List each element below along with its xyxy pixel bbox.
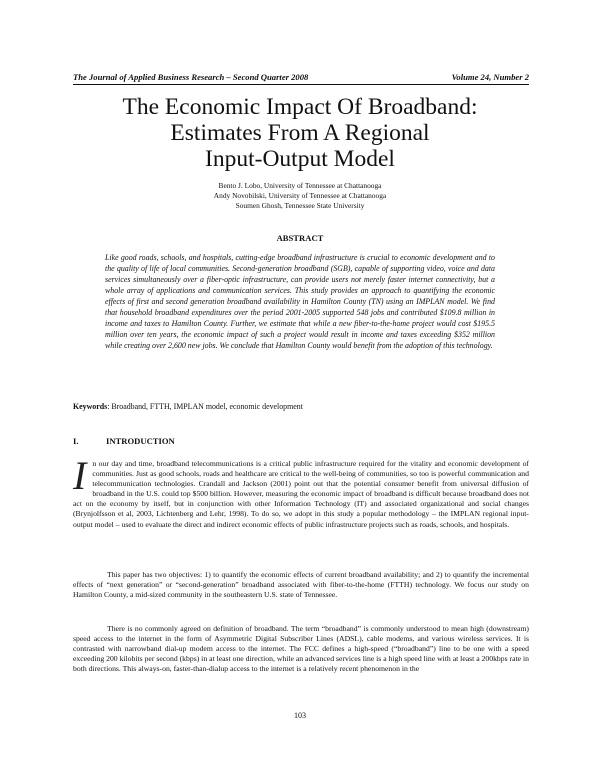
page-number: 103 [294,711,306,720]
abstract-text: Like good roads, schools, and hospitals, cutting-edge broadband infrastructure is crucial to economic development and to the quality of life of local communities. Second-generation broadband (SGB), capable of supporting video, voice and data services simultaneously over a fiber-optic infrastructure, can provide users not merely faster internet connectivity, but a whole array of applications and communication services. This study provides an approach to quantifying the economic effects of first and second generation broadband availability in Hamilton County (TN) using an IMPLAN model. We find that household broadband expenditures over the period 2001-2005 supported 548 jobs and contributed $109.8 million in income and taxes to Hamilton County. Further, we estimate that while a new fiber-to-the-home project would cost $195.5 million over ten years, the economic impact of such a project would result in income and taxes exceeding $352 million while creating over 2,600 new jobs. We conclude that Hamilton County would benefit from the adoption of this technology. [105,253,495,350]
keywords-label: Keywords [73,402,108,411]
paragraph-2: This paper has two objectives: 1) to quantify the economic effects of current broadband availability; and 2) to quantify the incremental effects of “next generation” or “second-generation” broadband associated with fiber-to-the-home (FTTH) technology. We focus our study on Hamilton County, a mid-sized community in the southeastern U.S. state of Tennessee. [73,570,529,600]
title-line-3: Input-Output Model [205,146,395,172]
keywords-text: : Broadband, FTTH, IMPLAN model, economic development [107,402,303,411]
journal-name: The Journal of Applied Business Research – Second Quarter 2008 [73,72,309,82]
running-header [73,72,529,82]
section-number: I. [73,436,79,446]
author-1: Bento J. Lobo, University of Tennessee at Chattanooga [218,181,382,190]
section-heading [73,436,175,446]
author-list [100,181,500,211]
keywords [73,402,529,411]
paper-title [60,94,540,172]
paragraph-1 [73,453,529,530]
paragraph-3: There is no commonly agreed on definition of broadband. The term “broadband” is commonly understood to mean high (downstream) speed access to the internet in the form of Asymmetric Digital Subscriber Lines (ADSL), cable modems, and various wireless services. It is contrasted with narrowband dial-up modem access to the internet. The FCC defines a high-speed (“broadband”) line to be one with a speed exceeding 200 kilobits per second (kbps) in at least one direction, while an advanced services line is a high speed line with at least a 200kbps rate in both directions. This always-on, faster-than-dialup access to the internet is a relatively recent phenomenon in the [73,624,529,674]
drop-cap: I [73,453,87,498]
abstract-heading: ABSTRACT [276,233,324,243]
header-rule [73,84,529,85]
title-line-1: The Economic Impact Of Broadband: [122,94,478,120]
paragraph-1-text: n our day and time, broadband telecommunications is a critical public infrastructure required for the vitality and economic development of communities. Just as good schools, roads and healthcare are critical to the well-being of communities, so too is powerful communication and telecommunication technologies. Crandall and Jackson (2001) point out that the potential consumer benefit from universal diffusion of broadband in the U.S. could top $500 billion. However, measuring the economic impact of broadband is difficult because broadband does not act on the economy by itself, but in conjunction with other Information Technology (IT) and associated organizational and social changes (Brynjolfsson et al, 2003, Lichtenberg and Lehr, 1998). To do so, we adopt in this study a popular methodology – the IMPLAN regional input-output model – used to evaluate the direct and indirect economic effects of public infrastructure projects such as roads, schools, and hospitals. [73,459,529,529]
author-3: Soumen Ghosh, Tennessee State University [235,201,365,210]
author-2: Andy Novobilski, University of Tennessee at Chattanooga [213,191,387,200]
title-line-2: Estimates From A Regional [170,120,430,146]
section-title: INTRODUCTION [106,436,175,446]
volume-number: Volume 24, Number 2 [451,72,529,82]
